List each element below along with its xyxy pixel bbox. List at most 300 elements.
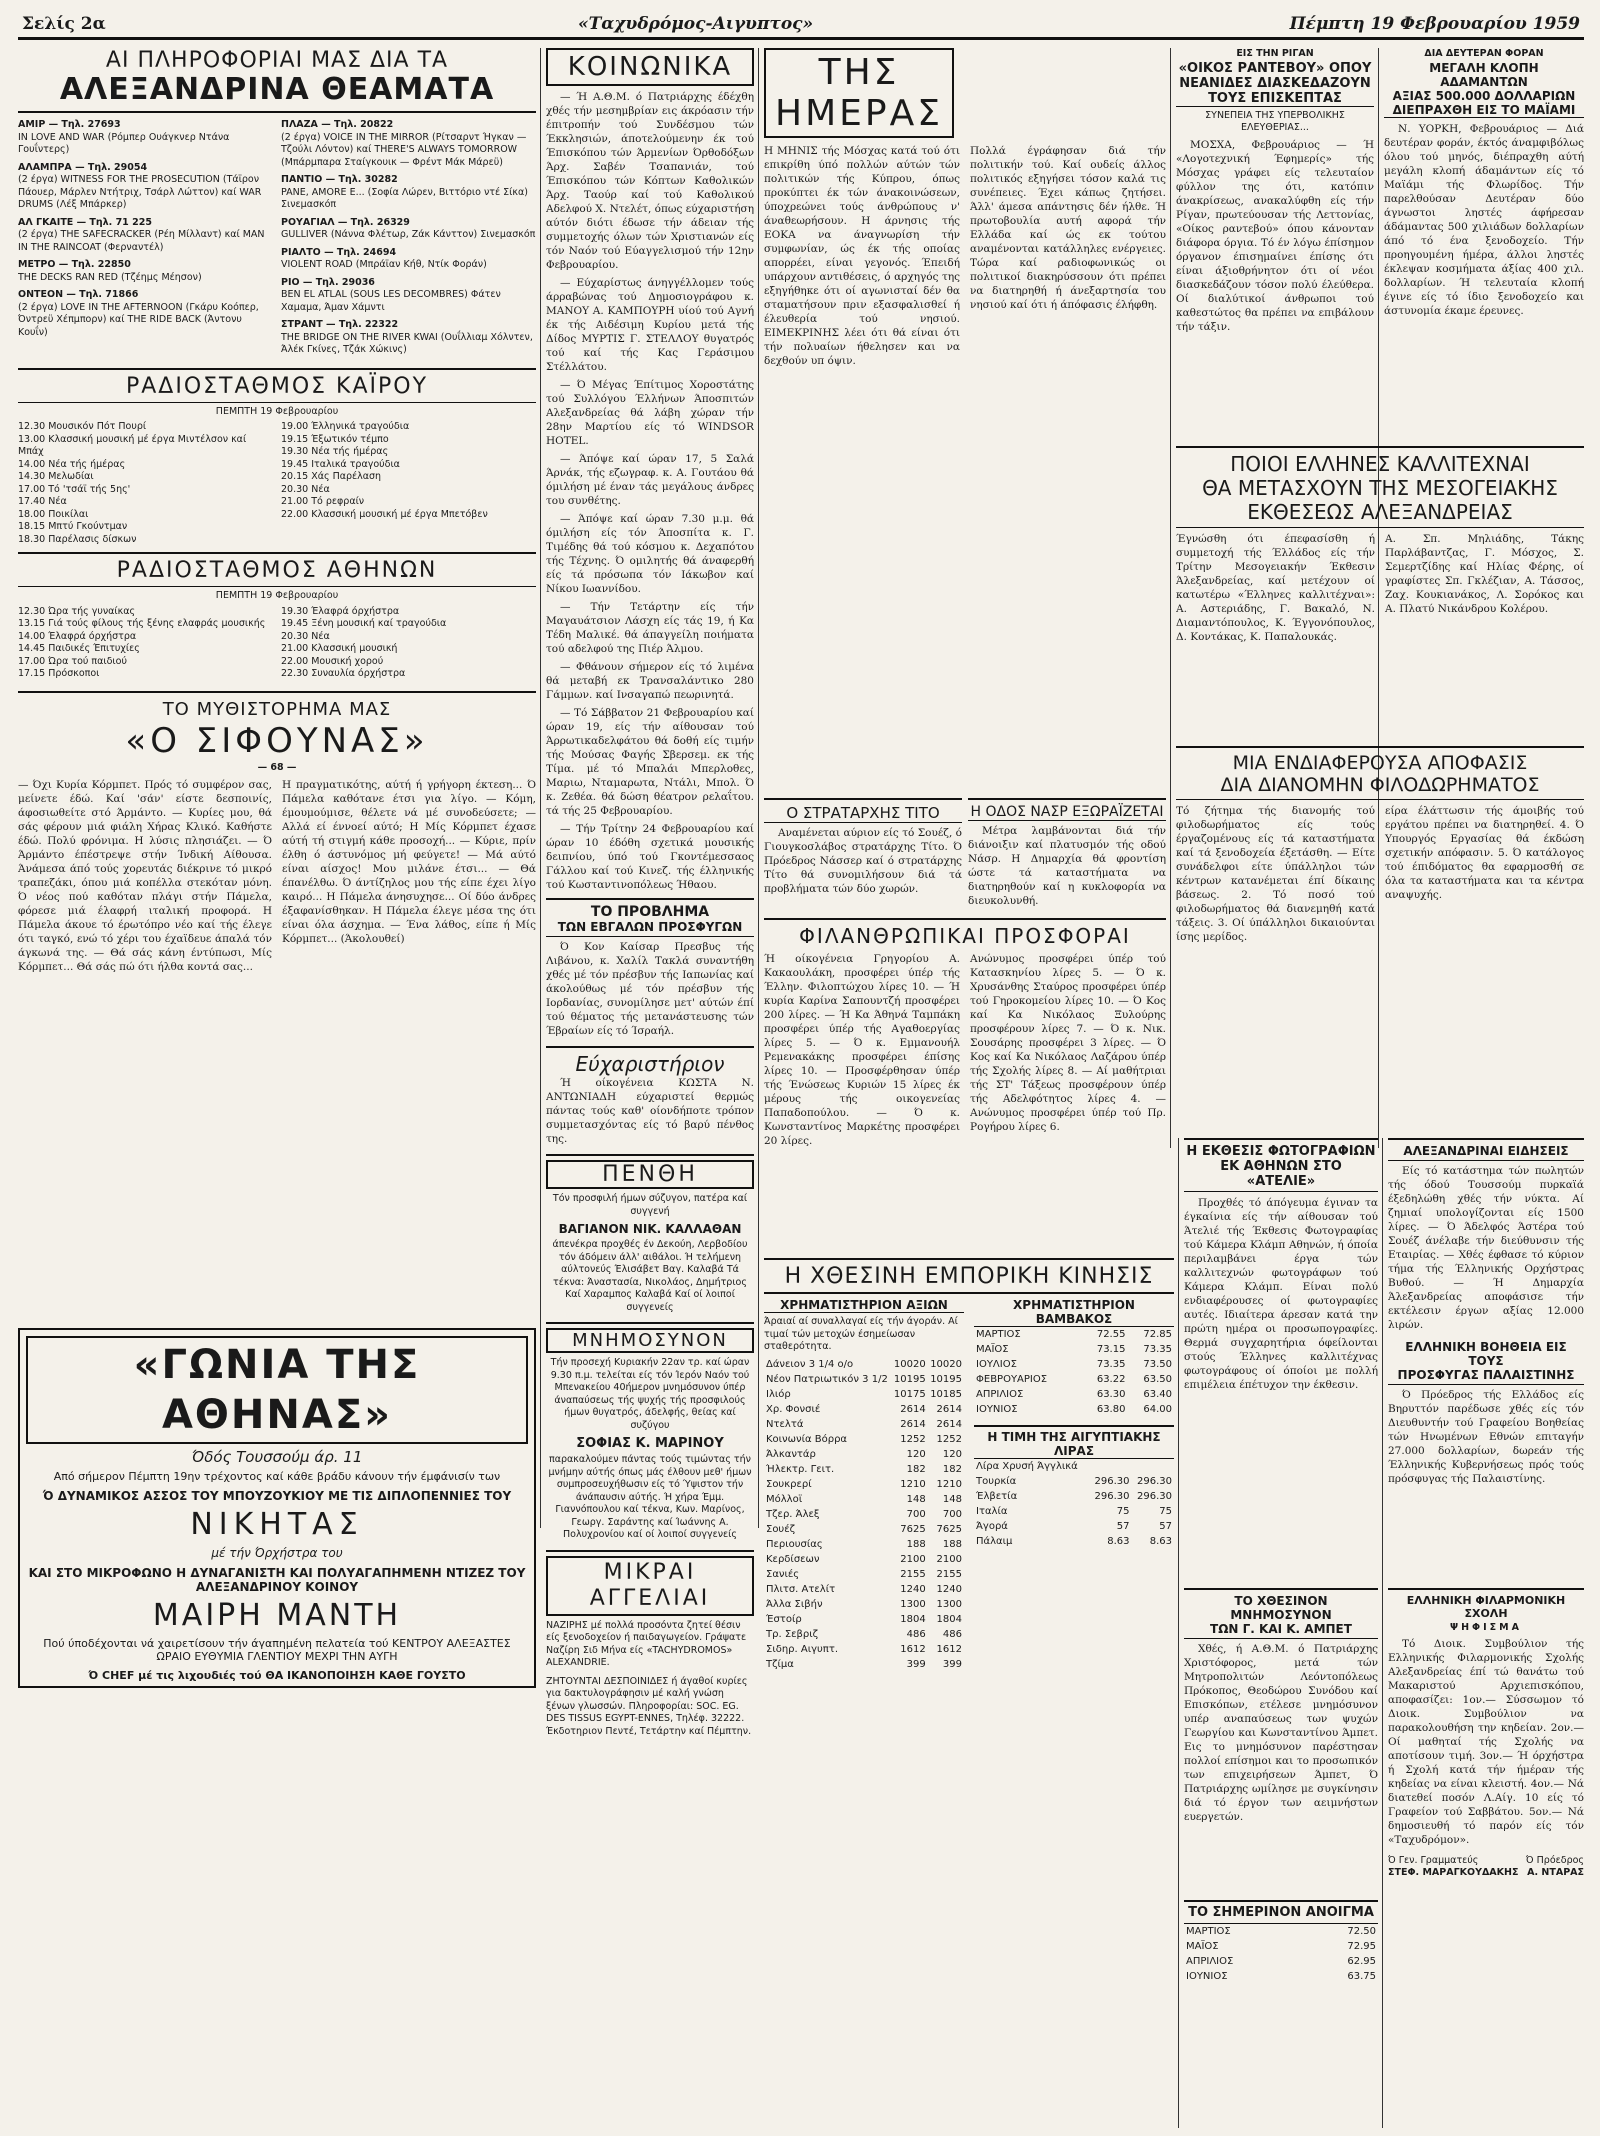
masthead xyxy=(18,8,1584,40)
table-cell: Έλβετία xyxy=(976,1491,1018,1502)
radio-program: 21.00 Τό ρεφραίν xyxy=(281,496,365,507)
stocks-block xyxy=(764,1298,964,1672)
stocks-title: ΧΡΗΜΑΤΙΣΤΗΡΙΟΝ ΑΞΙΩΝ xyxy=(764,1298,964,1313)
table-row xyxy=(764,1357,964,1372)
table-cell: Σιδηρ. Αιγυπτ. xyxy=(766,1643,839,1655)
cinema-info: GULLIVER (Νάννα Φλέτωρ, Ζάκ Κάνττον) Σινεμασκόπ xyxy=(281,229,536,240)
radio-program: 20.30 Νέα xyxy=(281,483,330,495)
charity-title: ΦΙΛΑΝΘΡΩΠΙΚΑΙ ΠΡΟΣΦΟΡΑΙ xyxy=(799,924,1131,948)
artists-col1: Έγνώσθη ότι έπεφασίσθη ή συμμετοχή τής Έλλάδος είς τήν Τρίτην Μεσογειακήν Έκθεσιν Άλεξανδρείας, καί μετέχουν οί κατωτέρω «Έλληνες καλλιτέχναι»: Α. Αστεριάδης, Γ. Βακαλό, Ν. Διαμαντόπουλος, Κ. Έγγονόπουλος, Δ. Κοντάκας, Κ. Παπαλουκάς. xyxy=(1176,533,1375,643)
cinema-entry xyxy=(281,319,536,357)
table-cell: 2100 xyxy=(936,1553,962,1565)
signature-left-name: ΣΤΕΦ. ΜΑΡΑΓΚΟΥΔΑΚΗΣ xyxy=(1388,1867,1519,1878)
table-row xyxy=(764,1537,964,1552)
cinema-name: ΟΝΤΕΟΝ — Τηλ. 71866 xyxy=(18,289,139,300)
tools-title2: ΤΩΝ ΕΒΓΑΛΩΝ ΠΡΟΣΦΥΓΩΝ xyxy=(546,920,754,937)
novel-col1: — Όχι Κυρία Κόρμπετ. Πρός τό συμφέρον σας, μείνετε έδώ. Καί 'σάν' είστε δεσποινίς, άφοσιωθείτε στό Άρμάντο. — Κυρίες μου, θά σάς φέρουν μιά φιάλη Χήρας Κλικό. Καθήστε έδώ. Πολύ φρόνιμα. Η λύσις πλησιάζει. — Ό Άρμάντο έπέστρεψε στήν Ίνδική Αίθουσα. Άνάμεσα άπό τούς χορευτάς διέκρινε τό μικρό τραπεζάκι, όπου μιά κοπέλλα στεκόταν μόνη. Ό νέος πού καθόταν πλάγι στήν Πάμελα, φόρεσε μιά έλαφρή ιταλική προφορά. Η Πάμελα άκουε τό έρωτόπρο νέο καί τής έλεγε ότι ταγκό, ενώ τό χέρι του έχαϊδευε άπαλά τόν άγκωνά της. — Θά σάς κάνη έντύπωσι, Μίς Κόρμπετ... Θά σάς πώ ότι ήλθα κοντά σας... xyxy=(18,779,272,973)
table-cell: 1240 xyxy=(936,1583,962,1595)
photo-body: Προχθές τό άπόγευμα έγιναν τα έγκαίνια είς τήν αίθουσαν τού Άτελιέ τής Έκθεσις Φωτογραφίας τού Κάμερα Κλάμπ Αθηνών, ή όποία περιλαμβάνει έργα τών καλλιτεχνών φωτογράφων τού Κάμερα Κλάμπ. Είναι πολύ ενδιαφέρουσες οί φωτογραφίες αυτές. Ιδιαίτερα άρεσαν κατά την πρώτη ημέρα οι προσωπογραφίες. Θερμά συγχαρητήρια όφείλονται στούς Έλληνες καλλιτέχνας φωτογράφους οί όποίοι με πολλή επιμέλεια έπέτυχον την έκθεσιν. xyxy=(1184,1197,1378,1391)
ad-line3: μέ τήν Όρχήστρα του xyxy=(211,1546,343,1560)
table-cell: ΙΟΥΝΙΟΣ xyxy=(1186,1971,1228,1982)
mourning-notice xyxy=(546,1154,754,1314)
table-cell: 1612 xyxy=(900,1643,926,1655)
today-title: ΤΗΣ ΗΜΕΡΑΣ xyxy=(764,48,954,138)
rigan-title3: ΤΟΥΣ ΕΠΙΣΚΕΠΤΑΣ xyxy=(1176,91,1374,107)
table-row xyxy=(764,1522,964,1537)
radio-program: 14.00 Έλαφρά όρχήστρα xyxy=(18,630,137,642)
classifieds xyxy=(546,1550,754,1739)
table-cell: 63.50 xyxy=(1143,1374,1172,1385)
radio-program: 12.30 Μουσικόν Πότ Πουρί xyxy=(18,421,147,432)
rigan-title1: «ΟΙΚΟΣ ΡΑΝΤΕΒΟΥ» ΟΠΟΥ xyxy=(1178,60,1372,76)
table-cell: 1300 xyxy=(936,1598,962,1610)
radio-program: 17.15 Πρόσκοποι xyxy=(18,668,100,679)
table-cell: 10195 xyxy=(893,1373,926,1385)
social-item: — Εύχαρίστως άνηγγέλλομεν τούς άρραβώνας τού Δημοσιογράφου κ. ΜΑΝΟΥ Α. ΚΑΜΠΟΥΡΗ υίού τού Αγνή έκ τής Αιδέσιμη Κυρίου μετά τής Δίδος ΜΥΡΤΙΣ Γ. ΣΤΕΛΛΟΥ θυγατρός τού καί τής Κας Γεράσιμου Στέλλάτου. xyxy=(546,277,754,373)
diamond-body: Ν. ΥΟΡΚΗ, Φεβρουάριος — Διά δευτέραν φοράν, έκτός άναμφιβόλως όλου τού μηνός, διέπραχθη αύτή μεγάλη κλοπή άδαμάντων είς τό Μαϊάμι τής Φλωρίδος. Τήν παρελθούσαν Δευτέραν δύο άγνωστοι ληστές άφήρεσαν άδάμαντας 500 χιλιάδων δολλαρίων άπό τό ένα ξενοδοχείο. Τήν προηγουμένη ήμέρα, άλλοι ληστές έκλεψαν κοσμήματα άξίας 400 χιλ. δολλαρίων. Ή τελευταία κλοπή έγινε είς τό ίδιο ξενοδοχείο και άστυνομία έκαμε έρευνες. xyxy=(1384,122,1584,317)
table-cell: 8.63 xyxy=(1149,1536,1172,1547)
decision-title2: ΔΙΑ ΔΙΑΝΟΜΗΝ ΦΙΛΟΔΩΡΗΜΑΤΟΣ xyxy=(1176,774,1584,800)
cinema-entry xyxy=(18,217,273,255)
cinema-entry xyxy=(281,247,536,272)
table-cell: 2614 xyxy=(936,1403,962,1415)
cinema-name: ΜΕΤΡΟ — Τηλ. 22850 xyxy=(18,259,131,270)
table-cell: ΙΟΥΛΙΟΣ xyxy=(976,1359,1017,1370)
cinema-info: (2 έργα) WITNESS FOR THE PROSECUTION (Τάϊρον Πάουερ, Μάρλεν Ντήτριχ, Τσάρλ Λώττον) καί WAR DRUMS (Λέξ Μπάρκερ) xyxy=(18,174,262,210)
novel-col2: Η πραγματικότης, αύτή ή γρήγορη έκτεση... Ό Πάμελα καθότανε έτσι για λίγο. — Κόμη, έμουμούμισε, θέλετε νά μέ συνοδεύσετε; — Αλλά εί έννοεί αύτό; Η Μίς Κόρμπετ έχασε αύτή τή στιγμή κάθε προσοχή... — Κύριε, πρίν έλθη ό άστυνόμος μή φεύγετε! — Μά αύτό είναι αίσχος! Μου μιλάνε έτσι... — Θά έπανέλθω. Ό άντίζηλος μου τής είπε έχει λίγο καιρό... Η Πάμελα άνησυχησε... Οί δύο άνδρες έξαφανίσθηκαν. Η Πάμελα έλεγε μέσα της ότι είναι όλα άσχημα. — Ένα λάθος, είπε ή Μίς Κόρμπετ... (Άκολουθεί) xyxy=(282,779,536,945)
table-row xyxy=(974,1519,1174,1534)
table-cell: 700 xyxy=(906,1508,926,1520)
table-cell: 182 xyxy=(906,1463,926,1475)
radio-program: 22.00 Κλασσική μουσική μέ έργα Μπετόβεν xyxy=(281,508,488,520)
cinema-name: ΑΜΙΡ — Τηλ. 27693 xyxy=(18,119,121,130)
radio-program: 21.00 Κλασσική μουσική xyxy=(281,643,398,654)
table-cell: 1612 xyxy=(936,1643,962,1655)
table-row xyxy=(764,1447,964,1462)
memorial-service-title2: ΤΩΝ Γ. ΚΑΙ Κ. ΑΜΠΕΤ xyxy=(1184,1622,1378,1639)
novel xyxy=(18,691,536,1319)
radio-program: 14.30 Μελωδίαι xyxy=(18,471,94,482)
radio-cairo-title: ΡΑΔΙΟΣΤΑΘΜΟΣ ΚΑΪΡΟΥ xyxy=(18,374,536,403)
diamond-title3: ΔΙΕΠΡΑΧΘΗ ΕΙΣ ΤΟ ΜΑΪΑΜΙ xyxy=(1384,103,1584,118)
charity-col1: Ή οίκογένεια Γρηγορίου Α. Κακαουλάκη, προσφέρει ύπέρ τής Έλλην. Φιλοπτώχου λίρες 10. — Ή κυρία Καρίνα Σαπουντζή προσφέρει 200 λίρες. — Ή Κα Άθηνά Ταμπάκη προσφέρει ύπέρ τής Αγαθοεργίας λίρες 5. — Ό κ. Εμμανουήλ Ρεμενακάκης προσφέρει έπίσης λίρες 10. — Προσφέρθησαν ύπέρ τής Ένώσεως Κυριών 15 λίρες έκ μέρους τής οικογενείας Παπαδοπούλου. — Ό κ. Κωνσταντίνος Μαρκέτης προσφέρει 20 λίρες. xyxy=(764,953,960,1147)
table-cell: Μόλλοϊ xyxy=(766,1493,803,1505)
table-cell: Άγορά xyxy=(976,1521,1008,1532)
table-cell: 63.75 xyxy=(1347,1971,1376,1982)
today-col1: Η ΜΗΝΙΣ τής Μόσχας κατά τού ότι επικρίθη ύπό πολλών αύτών τών πολιτικών τής Κύπρου, όπως προκύπτει έκ τών άνακοινώσεων, ύποχρεώνει τούς άνθρώπους ν' άναθεωρήσουν. Η άρνησις τής ΕΟΚΑ να άναγνωρίση τήν συμφωνίαν, ώς έκ τής οποίας απορρέει, είναι γεγονός. Έπειδή υπάρχουν αντιθέσεις, ό αρχηγός της εξηγήθηκε ότι οί αγωνισταί δέν θα σταματήσουν πριν εξασφαλισθεί ή έλευθερία τού νησιού. ΕΙΜΕΚΡΙΝΗΣ λέει ότι θά είναι ότι τήν πολυαίων ήθελησεν και να δεχθούν υπ όψιν. xyxy=(764,145,960,367)
cinema-entry xyxy=(281,174,536,212)
table-cell: 7625 xyxy=(900,1523,926,1535)
column-rule xyxy=(1170,48,1171,1148)
table-cell: Πάλαιμ xyxy=(976,1536,1013,1547)
ad-line2: Ό ΔΥΝΑΜΙΚΟΣ ΑΣΣΟΣ ΤΟΥ ΜΠΟΥΖΟΥΚΙΟΥ ΜΕ ΤΙΣ ΔΙΠΛΟΠΕΝΝΙΕΣ ΤΟΥ xyxy=(42,1489,512,1503)
cinema-name: ΡΙΟ — Τηλ. 29036 xyxy=(281,276,375,288)
artists-title1: ΠΟΙΟΙ ΕΛΛΗΝΕΣ ΚΑΛΛΙΤΕΧΝΑΙ xyxy=(1230,452,1530,476)
table-row xyxy=(764,1402,964,1417)
novel-header: ΤΟ ΜΥΘΙΣΤΟΡΗΜΑ ΜΑΣ xyxy=(162,698,392,720)
memorial-service-body: Χθές, ή Α.Θ.Μ. ό Πατριάρχης Χριστόφορος, μετά τών Μητροπολιτών Λεόντοπόλεως Πρόκοπος, Θεοδώρου Συνόδου καί Επισκόπων, ετέλεσε μνημόσυνον υπέρ αναπαύσεως των ψυχών Γεωργίου και Κωνσταντίνου Άμπετ. Εις το μνημόσυνον παρέστησαν πολλοί επίσημοι και το προσωπικόν των επιχειρήσεων Άμπετ, Ό Πατριάρχης ωμίλησε με συγκίνησιν διά τό έργον των αειμνήστων ευεργετών. xyxy=(1184,1643,1378,1823)
table-cell: 8.63 xyxy=(1107,1536,1130,1547)
table-cell: Σανιές xyxy=(766,1568,800,1580)
radio-athens-schedule xyxy=(18,606,536,681)
table-cell: 10195 xyxy=(930,1373,962,1385)
table-cell: 486 xyxy=(942,1628,962,1640)
table-row xyxy=(764,1372,964,1387)
table-cell: 2614 xyxy=(900,1418,926,1430)
table-cell: Πλιτσ. Ατελίτ xyxy=(766,1583,836,1595)
social-title: ΚΟΙΝΩΝΙΚΑ xyxy=(546,48,754,86)
table-row xyxy=(764,1432,964,1447)
radio-athens xyxy=(18,552,536,681)
classifieds-title xyxy=(546,1556,754,1616)
table-row xyxy=(764,1567,964,1582)
radio-athens-title: ΡΑΔΙΟΣΤΑΘΜΟΣ ΑΘΗΝΩΝ xyxy=(18,558,536,587)
newspaper-page xyxy=(18,8,1584,2128)
table-row xyxy=(974,1342,1174,1357)
radio-cairo-left xyxy=(18,421,273,546)
charity-body xyxy=(764,952,1166,1242)
table-cell: 10020 xyxy=(893,1358,926,1370)
table-cell xyxy=(1132,1459,1174,1474)
diamond-article xyxy=(1384,48,1584,438)
table-cell: 62.95 xyxy=(1347,1956,1376,1967)
classified-items xyxy=(546,1620,754,1739)
rigan-line1: ΕΙΣ ΤΗΝ ΡΙΓΑΝ xyxy=(1236,48,1314,59)
table-cell: 296.30 xyxy=(1094,1476,1130,1487)
radio-cairo-right xyxy=(281,421,536,546)
cotton-title: ΧΡΗΜΑΤΙΣΤΗΡΙΟΝ ΒΑΜΒΑΚΟΣ xyxy=(974,1298,1174,1327)
stocks-table xyxy=(764,1357,964,1672)
radio-program: 14.00 Νέα τής ήμέρας xyxy=(18,458,126,470)
radio-athens-left xyxy=(18,606,273,681)
mourning-title: ΠΕΝΘΗ xyxy=(546,1160,754,1189)
social-item: — Ό Μέγας Έπίτιμος Χοροστάτης τού Συλλόγου Έλλήνων Άποσπιτών Αλεξανδρείας θά λάβη χώραν τήν 28ην Μαρτίου είς τό WINDSOR HOTEL. xyxy=(546,379,754,447)
decision-title1: ΜΙΑ ΕΝΔΙΑΦΕΡΟΥΣΑ ΑΠΟΦΑΣΙΣ xyxy=(1232,752,1528,774)
table-row xyxy=(764,1612,964,1627)
newspaper-name: «Ταχυδρόμος-Αιγυπτος» xyxy=(578,14,814,34)
philharmonic-body: Τό Διοικ. Συμβούλιον τής Ελληνικής Φιλαρμονικής Σχολής Αλεξανδρείας έπί τώ θανάτω τού Μακαριστού Αρχιεπισκόπου, αποφασίζει: 1ον.— Σύσσωμον τό Διοικ. Συμβούλιον να παρακολουθήση την κηδείαν. 2ον.— Οί μαθηταί τής Σχολής να αποτίσουν τιμή. 3ον.— Ή όρχήστρα ή Σχολή κατά τήν ήμέραν τής κηδείας να είναι κλειστή. 4ον.— Νά διατεθεί ποσόν Λ.Αίγ. 10 είς τό Γραφείον τού Σαββάτου. 5ον.— Νά δημοσιευθή τό παρόν είς τόν «Ταχυδρόμον». xyxy=(1388,1637,1584,1846)
memorial-service-article xyxy=(1184,1588,1378,2008)
signature-left-role: Ό Γεν. Γραμματεύς xyxy=(1388,1854,1479,1866)
cinema-info: THE DECKS RAN RED (Τζέημς Μέησον) xyxy=(18,271,202,283)
radio-program: 13.15 Γιά τούς φίλους τής ξένης ελαφράς μουσικής xyxy=(18,618,266,629)
radio-program: 19.45 Ξένη μουσική καί τραγούδια xyxy=(281,618,447,629)
radio-program: 22.00 Μουσική χορού xyxy=(281,655,384,667)
table-cell: 486 xyxy=(906,1628,926,1640)
table-row xyxy=(764,1477,964,1492)
thanks-body: Ή οίκογένεια ΚΩΣΤΑ Ν. ΑΝΤΩΝΙΑΔΗ εύχαριστεί θερμώς πάντας τούς καθ' οίονδήποτε τρόπον συμμετασχόντας είς τό βαρύ πένθος της. xyxy=(546,1077,754,1145)
radio-program: 17.00 Τό 'τσάϊ τής 5ης' xyxy=(18,483,131,495)
table-cell: 148 xyxy=(906,1493,926,1505)
tito-body: Αναμένεται αύριον είς τό Σουέζ, ό Γιουγκοσλάβος στρατάρχης Τίτο. Ό Πρόεδρος Νάσσερ καί ό στρατάρχης Τίτο θά συνομιλήσουν διά τά προβλήματα τών δύο χωρών. xyxy=(764,827,962,895)
table-cell: 72.55 xyxy=(1096,1329,1126,1340)
table-row xyxy=(974,1387,1174,1402)
table-row xyxy=(764,1417,964,1432)
cinema-name: ΡΙΑΛΤΟ — Τηλ. 24694 xyxy=(281,246,397,258)
photo-title1: Η ΕΚΘΕΣΙΣ ΦΩΤΟΓΡΑΦΙΩΝ xyxy=(1186,1144,1376,1159)
table-cell: Χρ. Φονσιέ xyxy=(766,1403,821,1415)
table-cell: 1300 xyxy=(900,1598,926,1610)
memorial-after: παρακαλούμεν πάντας τούς τιμώντας τήν μνήμην αύτής όπως μάς έλθουν μεθ' ήμων συμπροσευχήθωσιν είς τό Ύψιστον τήν άνάπαυσιν αύτής. Ή χήρα Έμμ. Γιαννόπουλου καί τέκνα, Κων. Μαρίνος, Γεωργ. Σαράντης καί Ίωάννης Α. Πολυχρονίου καί οί λοιποί συγγενείς xyxy=(548,1454,752,1540)
table-row xyxy=(764,1597,964,1612)
nasr-title: Η ΟΔΟΣ ΝΑΣΡ ΕΞΩΡΑΪΖΕΤΑΙ xyxy=(968,804,1166,821)
athens-corner-ad xyxy=(18,1328,536,1688)
table-cell: Ιταλία xyxy=(976,1506,1008,1517)
table-row xyxy=(764,1492,964,1507)
table-cell: 1252 xyxy=(936,1433,962,1445)
table-cell: 10020 xyxy=(930,1358,962,1370)
alex-news-title: ΑΛΕΞΑΝΔΡΙΝΑΙ ΕΙΔΗΣΕΙΣ xyxy=(1388,1144,1584,1161)
cinema-name: ΣΤΡΑΝΤ — Τηλ. 22322 xyxy=(281,319,399,330)
radio-cairo xyxy=(18,368,536,547)
table-cell: 1240 xyxy=(900,1583,926,1595)
ad-title: «ΓΩΝΙΑ ΤΗΣ ΑΘΗΝΑΣ» xyxy=(26,1336,528,1444)
philharmonic-signatures xyxy=(1388,1855,1584,1880)
cinema-name: ΠΑΝΤΙΟ — Τηλ. 30282 xyxy=(281,174,398,185)
photo-article xyxy=(1184,1138,1378,1578)
table-cell: 7625 xyxy=(936,1523,962,1535)
rigan-body: ΜΟΣΧΑ, Φεβρουάριος — Ή «Λογοτεχνική Έφημερίς» τής Μόσχας γράφει είς τελευταίον φύλλον της ότι, κατόπιν άνακρίσεως, ανακαλύφθη είς τήν Ρίγαν, πρωτεύουσαν τής Λεττονίας, «Οίκος ραντεβού» όπου κάνονταν διάφορα όργια. Τό έν λόγω έπίσημον όργανον έπισημαίνει έπίσης ότι είναι άξιοθρήνητον ότι οί νέοι διασκεδάζουν τόσον πολύ έλεύθερα. Οί διαλύτικοί άνθρωποι τού καθεστώτος θα πρέπει να επιβάλουν τήν τάξιν. xyxy=(1176,138,1374,333)
charity-col2: Ανώνυμος προσφέρει ύπέρ τού Κατασκηνίου λίρες 5. — Ό κ. Χρυσάνθης Σταύρος προσφέρει ύπέρ τού Γηροκομείου λίρες 10. — Ό Κος καί Κα Νικόλαος Ξυλούρης προσφέρουν λίρες 7. — Ό κ. Νικ. Σουσάρης προσφέρει 3 λίρες. — Ό Κος καί Κα Νικόλαος Λαζάρου ύπέρ τής Σχολής λίρες 8. — Αί μαθήτριαι τής ΣΤ' Τάξεως προσφέρουν ύπέρ τής Αδελφότητος λίρες 4. — Ανώνυμος προσφέρει ύπέρ τού Πρ. Ρογήρου λίρες 6. xyxy=(970,953,1166,1133)
table-cell: Τρ. Σεβριζ xyxy=(766,1628,819,1640)
table-cell: 64.00 xyxy=(1143,1404,1172,1415)
table-cell: 188 xyxy=(906,1538,926,1550)
classified-item: ΖΗΤΟΥΝΤΑΙ ΔΕΣΠΟΙΝΙΔΕΣ ή άγαθοί κυρίες για δακτυλογράφησιν μέ καλή γνώση ξένων γλωσσών. Πληροφορίαι: SOC. EG. DES TISSUS EGYPT-ENNES, Τηλέφ. 32222. Έκδοτηριον Πεντέ, Τετάρτην καί Πέμπτην. xyxy=(546,1675,752,1737)
table-cell: Κερδίσεων xyxy=(766,1553,820,1565)
table-cell: 296.30 xyxy=(1137,1476,1172,1487)
decision-col2: είρα έλάττωσιν τής άμοιβής τού εργάτου πρέπει να διατηρηθεί. 4. Ό Υπουργός Εργασίας θά έκδώση σχετικήν απόφασιν. 5. Ό κατάλογος τού έπιδόματος θα εφαρμοσθή σε όλα τα καταστήματα και τα κέντρα αναψυχής. xyxy=(1385,805,1584,901)
classifieds-title-line1: ΜΙΚΡΑΙ xyxy=(603,1559,697,1585)
decision-article xyxy=(1176,746,1584,1126)
table-cell: 1210 xyxy=(900,1478,926,1490)
commerce-section xyxy=(764,1258,1174,2128)
table-cell: Νέον Πατριωτικόν 3 1/2 xyxy=(766,1373,888,1385)
cinema-info: BEN EL ATLAL (SOUS LES DECOMBRES) Φάτεν Χαμαμα, Άμαν Χάμντι xyxy=(281,289,501,313)
radio-program: 12.30 Ώρα τής γυναίκας xyxy=(18,605,136,617)
table-cell: 182 xyxy=(942,1463,962,1475)
table-cell: 63.40 xyxy=(1143,1389,1172,1400)
decision-col1: Τό ζήτημα τής διανομής τού φιλοδωρήματος είς τούς έργαζομένους είς τά καταστήματα καί τά ξενοδοχεία έξετάσθη. — Είτε συνάδελφοι είτε ύπάλληλοι τών κέντρων κατανέμεται έπί δίκαιης βάσεως. 2. Τό ποσό τού φιλοδωρήματος θά διανεμηθή κατά τάξεις. 3. Οί ύπάλληλοι δικαιούνται ίσης μερίδος. xyxy=(1176,805,1375,943)
left-column xyxy=(18,48,536,2128)
today-col2: Πολλά έγράφησαν διά τήν πολιτικήν τού. Καί ουδείς άλλος πολιτικός εξηγήσει τόσον καλά τις συνέπειες. Έχει κάπως ζητήσει. Άλλ' άμεσα απάντησις δέν ήλθε. Ή πρωτοβουλία αυτή αφορά τήν Ελλάδα καί ώς εκ τούτου αναμένονται κατάλληλες ενέργειες. Τώρα καί ραδιοφωνικώς οι πολιτικοί διακηρύσσουν ότι πρέπει να διατηρηθή ή άνεξαρτησία του νησιού καί ότι ή άπόφασις έλήφθη. xyxy=(970,145,1166,311)
social-item: — Τήν Τετάρτην είς τήν Μαγαυάτσιον Λάσχη είς τάς 19, ή Κα Τέδη Μαλικέ. θά άπαγγείλη ποιήματα τού αδελφού της Πιέρ Άλμου. xyxy=(546,601,754,655)
table-row xyxy=(764,1507,964,1522)
tito-title: Ο ΣΤΡΑΤΑΡΧΗΣ ΤΙΤΟ xyxy=(764,804,962,823)
radio-program: 20.15 Χάς Παρέλαση xyxy=(281,471,382,482)
philharmonic-title: ΕΛΛΗΝΙΚΗ ΦΙΛΑΡΜΟΝΙΚΗ ΣΧΟΛΗ xyxy=(1406,1594,1566,1620)
radio-program: 22.30 Συναυλία όρχήστρα xyxy=(281,668,406,679)
radio-athens-date: ΠΕΜΠΤΗ 19 Φεβρουαρίου xyxy=(215,590,339,601)
radio-program: 19.45 Ιταλικά τραγούδια xyxy=(281,458,400,470)
table-cell: Σουκρερί xyxy=(766,1478,812,1490)
table-cell: 2100 xyxy=(900,1553,926,1565)
cinema-list-right xyxy=(281,119,536,362)
table-row xyxy=(974,1357,1174,1372)
radio-program: 17.00 Ώρα τού παιδιού xyxy=(18,655,127,667)
ad-line4: ΚΑΙ ΣΤΟ ΜΙΚΡΟΦΩΝΟ Η ΔΥΝΑΓΑΝΙΣΤΗ ΚΑΙ ΠΟΛΥΑΓΑΠΗΜΕΝΗ ΝΤΙΖΕΖ ΤΟΥ ΑΛΕΞΑΝΔΡΙΝΟΥ ΚΟΙΝΟΥ xyxy=(28,1566,526,1594)
novel-part: — 68 — xyxy=(257,761,297,773)
mourning-name: ΒΑΓΙΑΝΟΝ ΝΙΚ. ΚΑΛΛΑΘΑΝ xyxy=(558,1222,742,1236)
table-cell: Ιλιόρ xyxy=(766,1388,791,1400)
table-row xyxy=(764,1462,964,1477)
table-cell: 72.50 xyxy=(1347,1926,1376,1937)
table-row xyxy=(1184,1939,1378,1954)
page-number: Σελίς 2α xyxy=(22,14,106,34)
table-cell: 63.80 xyxy=(1096,1404,1126,1415)
novel-title: «Ο ΣΙΦΟΥΝΑΣ» xyxy=(125,720,429,761)
cinema-info: (2 έργα) LOVE IN THE AFTERNOON (Γκάρυ Κοόπερ, Όντρεϋ Χέπμπορν) καί THE RIDE BACK (Άντονυ Κουΐν) xyxy=(18,301,259,338)
greek-aid-title2: ΠΡΟΣΦΥΓΑΣ ΠΑΛΑΙΣΤΙΝΗΣ xyxy=(1388,1368,1584,1385)
cotton-open-title: ΤΟ ΣΗΜΕΡΙΝΟΝ ΑΝΟΙΓΜΑ xyxy=(1184,1900,1378,1924)
commerce-title: Η ΧΘΕΣΙΝΗ ΕΜΠΟΡΙΚΗ ΚΙΝΗΣΙΣ xyxy=(764,1264,1174,1294)
column-rule xyxy=(540,48,541,1528)
table-cell: 57 xyxy=(1116,1521,1130,1532)
memorial-title: ΜΝΗΜΟΣΥΝΟΝ xyxy=(546,1328,754,1353)
table-cell: 10175 xyxy=(893,1388,926,1400)
table-cell: 1210 xyxy=(936,1478,962,1490)
social-item: — Άπόψε καί ώραν 7.30 μ.μ. θά όμιλήση είς τόν Άποσπίτα κ. Γ. Τιμέδης θά τού κόσμου κ. Δεχαπότου τής Τέχνης. Ό ομιλητής θά άναφερθή είς τά πρόσωπα τόν Ιάκωβον καί Νίκου Ιωαννίδου. xyxy=(546,513,754,595)
mourning-intro: Τόν προσφιλή ήμων σύζυγον, πατέρα καί συγγενή xyxy=(552,1193,748,1217)
table-cell: 188 xyxy=(942,1538,962,1550)
table-cell: 1804 xyxy=(936,1613,962,1625)
nasr-body: Μέτρα λαμβάνονται διά τήν διάνοιξιν καί πλατυσμόν τής οδού Νάσρ. Η Δημαρχία θά φροντίση ώστε τά καταστήματα να διατηρηθούν καί η κυκλοφορία να διευκολυνθή. xyxy=(968,825,1166,907)
artists-body xyxy=(1176,532,1584,644)
table-row xyxy=(1184,1969,1378,1984)
radio-program: 17.40 Νέα xyxy=(18,496,67,507)
cinema-entry xyxy=(281,119,536,169)
table-cell: ΙΟΥΝΙΟΣ xyxy=(976,1404,1018,1415)
radio-program: 19.15 Έξωτικόν τέμπο xyxy=(281,433,389,445)
column-rule xyxy=(758,48,759,1528)
memorial-notice xyxy=(546,1322,754,1542)
ad-line5: Πού ύποδέχονται νά χαιρετίσουν τήν άγαπημένη πελατεία τού ΚΕΝΤΡΟΥ ΑΛΕΞΑΣΤΕΣ ΩΡΑΙΟ ΕΥΘΥΜΙΑ ΓΛΕΝΤΙΟΥ ΜΕΧΡΙ ΤΗΝ ΑΥΓΗ xyxy=(43,1637,511,1663)
rigan-subtitle: ΣΥΝΕΠΕΙΑ ΤΗΣ ΥΠΕΡΒΟΛΙΚΗΣ ΕΛΕΥΘΕΡΙΑΣ... xyxy=(1205,109,1345,133)
cotton-block xyxy=(974,1298,1174,1672)
social-items xyxy=(546,90,754,890)
radio-program: 19.30 Έλαφρά όρχήστρα xyxy=(281,605,400,617)
radio-cairo-date: ΠΕΜΠΤΗ 19 Φεβρουαρίου xyxy=(215,405,339,417)
table-cell: 296.30 xyxy=(1137,1491,1172,1502)
table-row xyxy=(974,1474,1174,1489)
table-cell: ΜΑΪΟΣ xyxy=(1186,1941,1219,1952)
alex-news-body: Είς τό κατάστημα τών πωλητών τής όδού Τουσσούμ πυρκαϊά έξεδηλώθη χθές τήν νύκτα. Αί ζημιαί υπολογίζονται είς 1500 λίρες. — Ό Άδελφός Άστέρα τού Σουέζ άνέλαβε τήν διεύθυνσιν τής Εταιρίας. — Χθές έφθασε τό κύριον τήμα τής Έλληνικής Ορχήστρας Βυθού. — Ή Δημαρχία Άλεξανδρείας αποφάσισε τήν εκτέλεσιν έργων αξίας 12.000 λιρών. xyxy=(1388,1165,1584,1331)
radio-athens-right xyxy=(281,606,536,681)
table-cell: 2155 xyxy=(936,1568,962,1580)
cinema-entry xyxy=(281,217,536,242)
cotton-open-table xyxy=(1184,1924,1378,1984)
table-row xyxy=(764,1552,964,1567)
table-cell: Τζερ. Άλεξ xyxy=(766,1508,820,1520)
cinema-name: ΡΟΥΑΓΙΑΛ — Τηλ. 26329 xyxy=(281,216,410,228)
table-cell: 73.35 xyxy=(1143,1344,1172,1355)
table-cell: ΜΑΡΤΙΟΣ xyxy=(976,1329,1021,1340)
signature-right-name: Α. ΝΤΑΡΑΣ xyxy=(1527,1867,1584,1878)
table-row xyxy=(974,1489,1174,1504)
table-row xyxy=(974,1402,1174,1417)
radio-program: 14.45 Παιδικές Έπιτυχίες xyxy=(18,643,140,654)
tito-article xyxy=(764,798,962,908)
cinema-entry xyxy=(18,162,273,212)
rigan-article xyxy=(1176,48,1374,438)
table-cell: 75 xyxy=(1116,1506,1130,1517)
table-cell: 73.15 xyxy=(1096,1344,1126,1355)
table-cell: Ήλεκτρ. Γειτ. xyxy=(766,1463,835,1475)
table-row xyxy=(764,1627,964,1642)
today-body xyxy=(764,144,1166,844)
table-cell: 75 xyxy=(1159,1506,1172,1517)
social-item: — Τό Σάββατον 21 Φεβρουαρίου καί ώραν 19, είς τήν αίθουσαν τού Άρρωτικαδελφάτου θά δοθή είς τιμήν τής Μούσας Φαγής Σβερσεμ. εκ τής Τίμα. μέ τό Μπαλάι Μπερλοθες, Μαριω, Νταμαρωτα, Ντάλι, Μπολ. Ό κ. Ζεθέα. θά δώση θέατρον ρελαΐτου. τά τής 25 Φεβρουαρίου. xyxy=(546,707,754,817)
memorial-name: ΣΟΦΙΑΣ Κ. ΜΑΡΙΝΟΥ xyxy=(576,1436,724,1451)
table-row xyxy=(974,1534,1174,1549)
table-row xyxy=(974,1459,1174,1474)
classifieds-title-line2: ΑΓΓΕΛΙΑΙ xyxy=(589,1585,711,1611)
table-cell: 72.85 xyxy=(1143,1329,1172,1340)
cinema-title-line1: ΑΙ ΠΛΗΡΟΦΟΡΙΑΙ ΜΑΣ ΔΙΑ ΤΑ xyxy=(105,48,449,73)
table-cell: Λίρα Χρυσή Άγγλικά xyxy=(976,1461,1078,1472)
radio-program: 19.30 Νέα τής ήμέρας xyxy=(281,446,389,457)
classified-item: ΝΑΖΙΡΗΣ μέ πολλά προσόντα ζητεί θέσιν είς ξενοδοχείον ή παιδαγωγείον. Γράψατε Ναζίρη Σιδ Μήνα είς «TACHYDROMOS» ALEXANDRIE. xyxy=(546,1619,747,1668)
cotton-table xyxy=(974,1327,1174,1417)
table-cell: 2155 xyxy=(900,1568,926,1580)
cinema-info: THE BRIDGE ON THE RIVER KWAI (Ουΐλλιαμ Χόλντεν, Άλέκ Γκίνες, Τζάκ Χώκινς) xyxy=(281,331,533,355)
ad-line6: Ό CHEF μέ τις λιχουδιές τού ΘΑ ΙΚΑΝΟΠΟΙΗΣΗ ΚΑΘΕ ΓΟΥΣΤΟ xyxy=(88,1669,466,1682)
table-cell: 1804 xyxy=(900,1613,926,1625)
radio-program: 18.30 Παρέλασις δίσκων xyxy=(18,533,137,545)
cinema-info: (2 έργα) THE SAFECRACKER (Ρέη Μίλλαντ) καί MAN IN THE RAINCOAT (Φερναντέλ) xyxy=(18,229,265,253)
table-row xyxy=(764,1387,964,1402)
diamond-title1: ΜΕΓΑΛΗ ΚΛΟΠΗ ΑΔΑΜΑΝΤΩΝ xyxy=(1429,60,1539,89)
table-cell: 2614 xyxy=(936,1418,962,1430)
column-rule xyxy=(1178,1138,1179,2128)
table-cell: 10185 xyxy=(930,1388,962,1400)
table-cell xyxy=(1089,1459,1131,1474)
table-cell: Περιουσίας xyxy=(766,1538,823,1550)
cinema-name: ΑΛ ΓΚΑΙΤΕ — Τηλ. 71 225 xyxy=(18,216,152,228)
table-row xyxy=(1184,1924,1378,1939)
artists-title2: ΘΑ ΜΕΤΑΣΧΟΥΝ ΤΗΣ ΜΕΣΟΓΕΙΑΚΗΣ xyxy=(1202,476,1558,500)
cinema-info: VIOLENT ROAD (Μπράϊαν Κήθ, Ντίκ Φοράν) xyxy=(281,259,487,270)
table-row xyxy=(974,1504,1174,1519)
table-row xyxy=(764,1582,964,1597)
tools-title1: ΤΟ ΠΡΟΒΛΗΜΑ xyxy=(590,904,710,920)
table-cell: 296.30 xyxy=(1094,1491,1130,1502)
memorial-service-title1: ΤΟ ΧΘΕΣΙΝΟΝ ΜΝΗΜΟΣΥΝΟΝ xyxy=(1230,1594,1332,1622)
cinema-entry xyxy=(18,119,273,157)
ad-performer2: ΜΑΙΡΗ ΜΑΝΤΗ xyxy=(152,1598,402,1633)
photo-title2: ΕΚ ΑΘΗΝΩΝ ΣΤΟ «ΑΤΕΛΙΕ» xyxy=(1184,1159,1378,1192)
social-item: — Τήν Τρίτην 24 Φεβρουαρίου καί ώραν 10 έδόθη σχετικά μουσικής δειπνίου, ύπό τού Γκοντέμεσσαος Γάλλου καί τού Κινεζ. τής έλληνικής τού Κωσταντινοπόλεως Ήθαου. xyxy=(546,823,754,890)
radio-program: 13.00 Κλασσική μουσική μέ έργα Μιντέλσον καί Μπάχ xyxy=(18,433,247,457)
radio-program: 19.00 Έλληνικά τραγούδια xyxy=(281,421,410,432)
cinema-entry xyxy=(18,259,273,284)
stocks-intro: Άραιαί αί συναλλαγαί είς τήν άγοράν. Αί τιμαί τών μετοχών έσημείωσαν σταθερότητα. xyxy=(764,1316,958,1352)
cinema-title-line2: ΑΛΕΞΑΝΔΡΙΝΑ ΘΕΑΜΑΤΑ xyxy=(18,73,536,113)
radio-cairo-schedule xyxy=(18,421,536,546)
radio-program: 20.30 Νέα xyxy=(281,630,330,642)
ad-line1: Από σήμερον Πέμπτη 19ην τρέχοντος καί κάθε βράδυ κάνουν τήν έμφάνισίν των xyxy=(53,1470,501,1483)
table-cell: 700 xyxy=(942,1508,962,1520)
table-row xyxy=(764,1657,964,1672)
tools-body: Ό Κον Καίσαρ Πρεσβυς τής Λιβάνου, κ. Χαλίλ Τακλά συναντήθη χθές μέ τόν πρέσβυν τής Ιαπωνίας καί άκολούθως μέ τόν πρέσβυν τής Ιορδανίας, συνομίλησε μετ' αύτών έπί τού θέματος τής μετανάστευσης τών Έβραίων είς τό Ίσραήλ. xyxy=(546,941,754,1037)
social-column xyxy=(546,48,754,2128)
cinema-name: ΠΛΑΖΑ — Τηλ. 20822 xyxy=(281,119,394,130)
social-item: — Ή Α.Θ.Μ. ό Πατριάρχης έδέχθη χθές τήν μεσημβρίαν εις άκρόασιν τήν έπιτροπήν τού Συνδέσμου τών Έκκλησιών, άποτελούμενην έκ τού Έπισκόπου τών Άρμενίων Όρθοδόξων Άρχ. Σαβέν Τσαπανιάν, τού Έπισκόπου τών Κόπτων Καθολικών Άρχ. Ταούρ καί τού Καθολικού Αδελφού Χ. Ντελέτ, όπως εύχαριστήση αύτόν διότι έδωσε τήν άδειαν τής συμμετοχής όλων τών Χριστιανών είς τόν Ναόν τού Εύαγγελισμού τήν 12ην Φεβρουαρίου. xyxy=(546,91,754,271)
greek-aid-body: Ό Πρόεδρος τής Ελλάδος είς Βηρυττόν παρέδωσε χθές είς τόν Διευθυντήν τού Γραφείου Βοηθείας τών Ηνωμένων Εθνών επιταγήν 27.000 δολλαρίων, δωρεάν τής Έλληνικής Κυβερνήσεως πρός τούς πρόσφυγας τής Παλαιστίνης. xyxy=(1388,1389,1584,1485)
table-cell: Τουρκία xyxy=(976,1476,1017,1487)
cinema-info: (2 έργα) VOICE IN THE MIRROR (Ρίτσαρντ Ήγκαν — Τζούλι Λόντον) καί THERE'S ALWAYS TOMORROW (Μπάρμπαρα Σταίγκουικ — Φρέντ Μάκ Μάρεϋ) xyxy=(281,131,527,168)
table-cell: Τζίμα xyxy=(766,1658,794,1670)
pound-table xyxy=(974,1459,1174,1549)
